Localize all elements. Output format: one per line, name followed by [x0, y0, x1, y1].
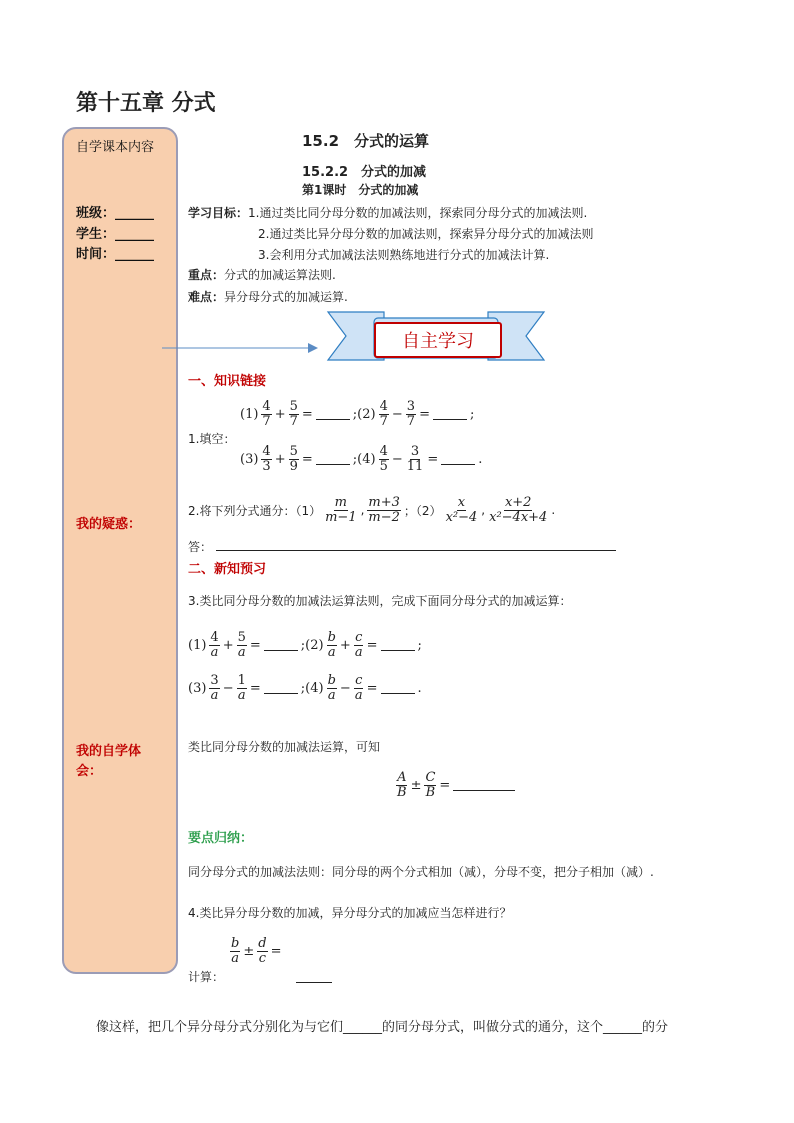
lesson-title: 第1课时 分式的加减 [302, 183, 419, 197]
section-title: 15.2 分式的运算 [302, 132, 430, 150]
banner-label: 自主学习 [374, 322, 502, 358]
arrow-icon [160, 340, 320, 356]
q3-text: 3.类比同分母分数的加减法运算法则，完成下面同分母分式的加减运算： [188, 594, 572, 608]
doubts-label: 我的疑惑： [76, 517, 142, 532]
q3-row1: (1) $\frac{4}{a}$ + $\frac{5}{a}$ = ;(2) $\frac{b}{a}$ + $\frac{c}{a}$ = ; [188, 630, 422, 660]
key-point: 重点：分式的加减运算法则. [188, 268, 336, 282]
q2-row: 2.将下列分式通分：（1） $\frac{m}{m-1}$ , $\frac{m+3}{m-2}$ ；（2） $\frac{x}{\text{x²−4}}$ , $\frac{x+2}{\text{x²−4x+4}}$ . [188, 495, 556, 525]
general-rule-formula: $\frac{A}{B}$ ± $\frac{C}{B}$ = [396, 771, 515, 799]
goal-1: 学习目标：1.通过类比同分母分数的加减法则，探索同分母分式的加减法则. [188, 206, 588, 220]
q1-row2: (3) $\frac{4}{3}$ + $\frac{5}{9}$ = ;(4) $\frac{4}{5}$ − $\frac{3}{11}$ = . [240, 444, 483, 474]
goal-2: 2.通过类比异分母分数的加减法则，探索异分母分式的加减法则 [258, 227, 594, 241]
calc-label: 计算： [188, 970, 225, 984]
answer-line [216, 550, 616, 551]
student-field: 学生：______ [76, 227, 155, 242]
difficulty-point: 难点：异分母分式的加减运算. [188, 290, 348, 304]
part2-heading: 二、新知预习 [188, 562, 267, 577]
key-points-heading: 要点归纳： [188, 831, 254, 846]
q1-label: 1.填空： [188, 432, 236, 446]
q1-row1: (1) $\frac{4}{7}$ + $\frac{5}{7}$ = ;(2) $\frac{4}{7}$ − $\frac{3}{7}$ = ; [240, 399, 475, 429]
footer-text: 像这样，把几个异分母分式分别化为与它们______的同分母分式，叫做分式的通分，这个______的分 [96, 1020, 669, 1035]
goal-3: 3.会利用分式加减法法则熟练地进行分式的加减法计算. [258, 248, 550, 262]
sidebar-heading: 自学课本内容 [76, 140, 155, 155]
q4-text: 4.类比异分母分数的加减，异分母分式的加减应当怎样进行？ [188, 906, 512, 920]
chapter-title: 第十五章 分式 [76, 91, 216, 116]
answer-label: 答： [188, 540, 213, 554]
part1-heading: 一、知识链接 [188, 374, 267, 389]
subsection-title: 15.2.2 分式的加减 [302, 165, 427, 180]
analogy-text: 类比同分母分数的加减法运算，可知 [188, 740, 381, 754]
calc-blank [296, 982, 332, 983]
q4-formula: $\frac{b}{a}$ ± $\frac{d}{c}$ = [231, 936, 282, 966]
rule-text: 同分母分式的加减法法则：同分母的两个分式相加（减），分母不变，把分子相加（减）. [188, 865, 654, 879]
q3-row2: (3) $\frac{3}{a}$ − $\frac{1}{a}$ = ;(4) $\frac{b}{a}$ − $\frac{c}{a}$ = . [188, 673, 422, 703]
time-field: 时间：______ [76, 247, 155, 262]
class-field: 班级：______ [76, 206, 155, 221]
experience-label: 我的自学体会： [76, 744, 142, 779]
